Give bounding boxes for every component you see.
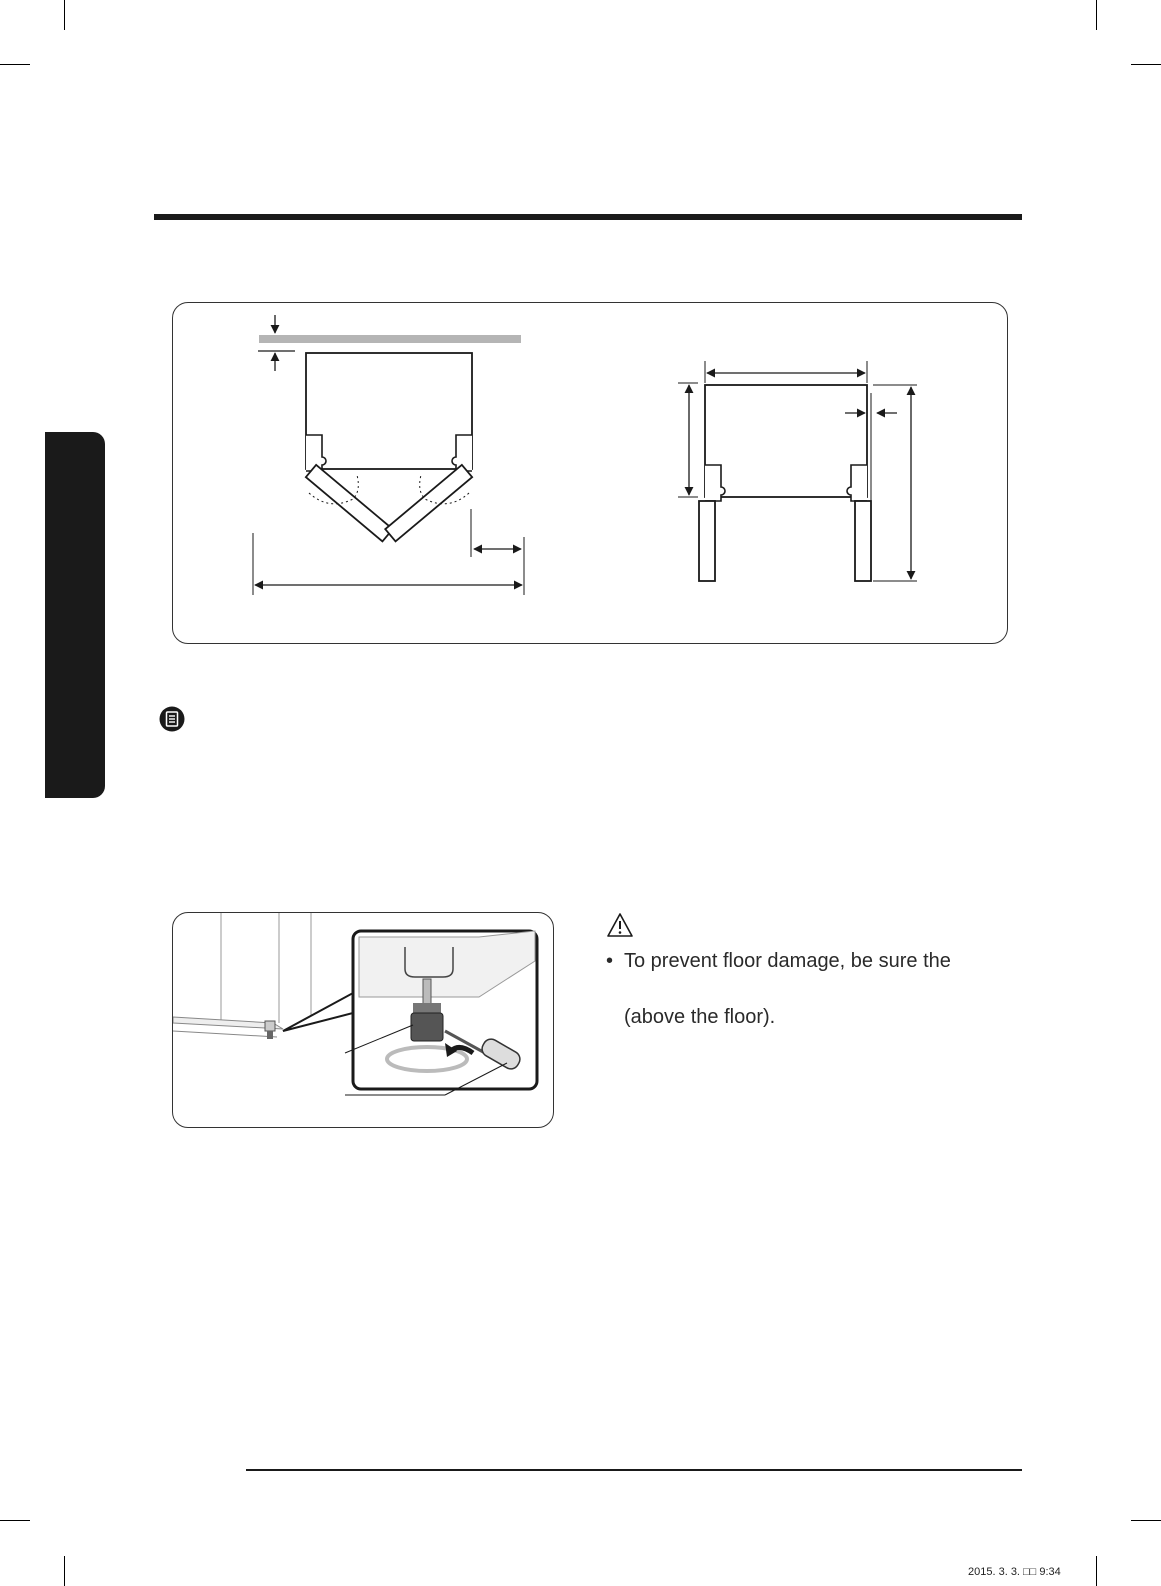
leveling-leg-screwdriver-illustration <box>173 913 553 1127</box>
warning-triangle-icon <box>606 912 634 938</box>
crop-mark <box>0 1520 30 1521</box>
leveling-figure <box>172 912 554 1128</box>
door-clearance-figure <box>172 302 1008 644</box>
crop-mark <box>1096 0 1097 30</box>
section-side-tab <box>45 432 105 798</box>
caution-text <box>606 947 1036 1031</box>
crop-mark <box>64 0 65 30</box>
caution-line-2: (above the floor). <box>624 1006 776 1028</box>
crop-mark <box>1096 1556 1097 1586</box>
refrigerator-top-view-diagram <box>173 303 1007 643</box>
crop-mark <box>0 64 30 65</box>
footer-rule <box>246 1469 1022 1471</box>
wall-bar <box>259 335 521 343</box>
note-icon <box>159 706 185 732</box>
crop-mark <box>1131 1520 1161 1521</box>
caution-line-1: • To prevent floor damage, be sure the <box>606 947 1036 975</box>
crop-mark <box>64 1556 65 1586</box>
crop-mark <box>1131 64 1161 65</box>
header-rule <box>154 214 1022 220</box>
bullet: • <box>606 950 614 972</box>
print-timestamp: 2015. 3. 3. □□ 9:34 <box>968 1566 1061 1578</box>
